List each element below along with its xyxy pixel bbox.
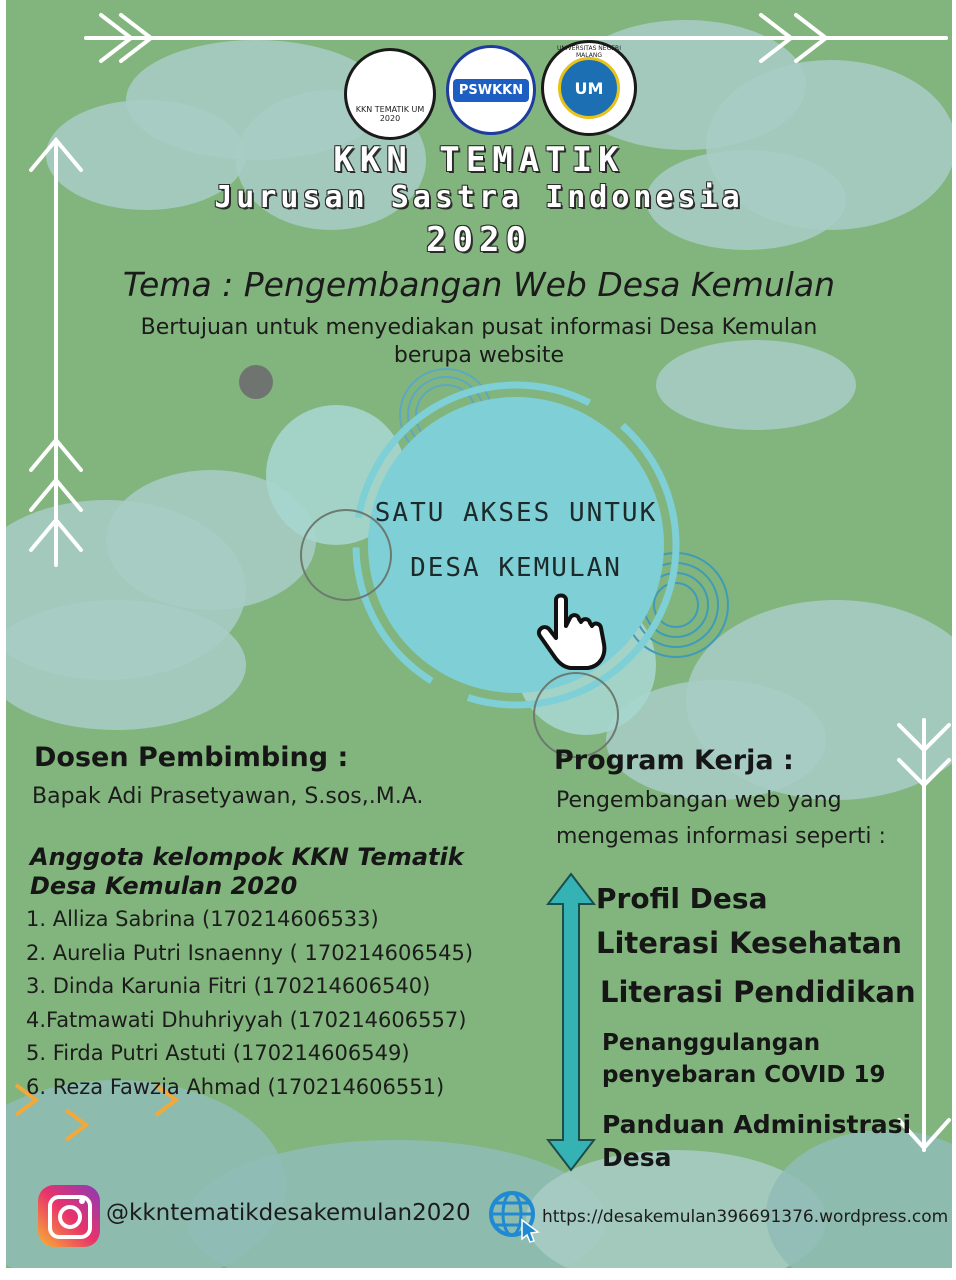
member-item: 2. Aurelia Putri Isnaenny ( 170214606545) xyxy=(26,940,474,965)
pswkkn-logo: PSWKKN xyxy=(446,45,536,135)
header-title: KKN TEMATIK xyxy=(333,140,625,180)
hand-pointer-icon xyxy=(534,592,618,672)
program-heading: Program Kerja : xyxy=(554,745,794,776)
program-desc-1: Pengembangan web yang xyxy=(556,788,842,813)
members-list xyxy=(26,903,473,1104)
members-heading-2: Desa Kemulan 2020 xyxy=(30,872,298,900)
theme-line-1: Bertujuan untuk menyediakan pusat informasi Desa Kemulan xyxy=(140,315,818,340)
globe-icon xyxy=(488,1190,542,1244)
instagram-icon xyxy=(38,1185,100,1247)
member-item: 1. Alliza Sabrina (170214606533) xyxy=(26,907,379,931)
program-item-admin-1: Panduan Administrasi xyxy=(602,1110,912,1139)
program-item-covid-2: penyebaran COVID 19 xyxy=(602,1062,886,1088)
member-item: 5. Firda Putri Astuti (170214606549) xyxy=(26,1041,410,1065)
advisor-name: Bapak Adi Prasetyawan, S.sos,.M.A. xyxy=(32,784,424,809)
program-item-covid-1: Penanggulangan xyxy=(602,1030,821,1056)
program-desc-2: mengemas informasi seperti : xyxy=(556,824,886,849)
website-link[interactable]: https://desakemulan396691376.wordpress.com xyxy=(542,1207,949,1227)
program-item-admin-2: Desa xyxy=(602,1143,672,1172)
kkn-logo: KKN TEMATIK UM 2020 xyxy=(344,48,436,140)
header-year: 2020 xyxy=(426,220,532,260)
members-heading-1: Anggota kelompok KKN Tematik xyxy=(30,843,464,871)
poster xyxy=(6,0,952,1268)
member-item: 6. Reza Fawzia Ahmad (170214606551) xyxy=(26,1074,445,1099)
member-item: 3. Dinda Karunia Fitri (170214606540) xyxy=(26,974,431,998)
program-item-pendidikan: Literasi Pendidikan xyxy=(600,975,916,1009)
um-logo: UM UNIVERSITAS NEGERI MALANG xyxy=(541,40,637,136)
instagram-handle[interactable]: @kkntematikdesakemulan2020 xyxy=(106,1200,471,1226)
member-item: 4.Fatmawati Dhuhriyyah (170214606557) xyxy=(26,1007,467,1032)
program-item-profil: Profil Desa xyxy=(596,882,768,915)
double-arrow-icon xyxy=(546,872,596,1172)
advisor-heading: Dosen Pembimbing : xyxy=(34,742,349,773)
slogan-line-2: DESA KEMULAN xyxy=(410,553,622,583)
theme-title: Tema : Pengembangan Web Desa Kemulan xyxy=(122,265,836,304)
slogan-line-1: SATU AKSES UNTUK xyxy=(374,498,658,528)
theme-line-2: berupa website xyxy=(393,343,565,368)
program-item-kesehatan: Literasi Kesehatan xyxy=(596,926,902,960)
header-department: Jurusan Sastra Indonesia xyxy=(214,180,744,215)
